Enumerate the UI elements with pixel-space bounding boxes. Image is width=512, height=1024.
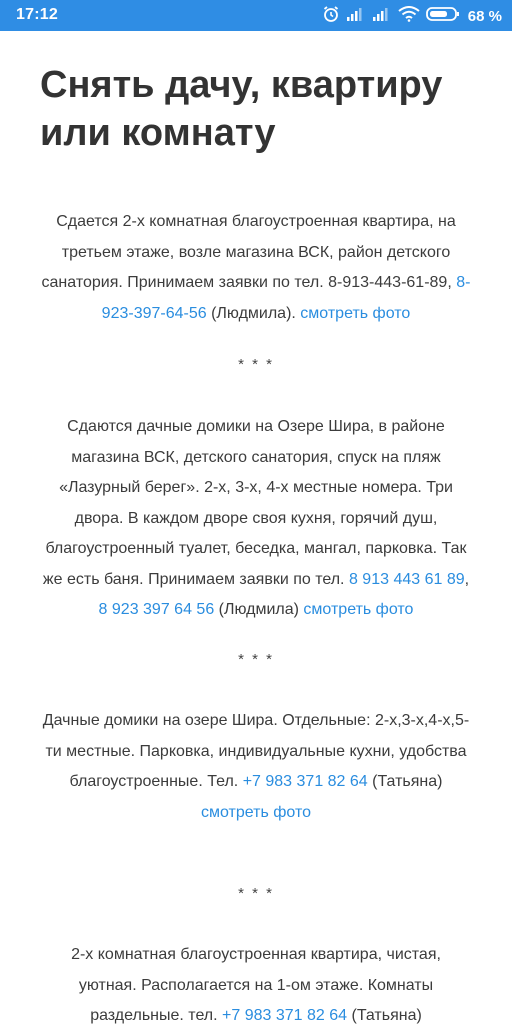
phone-link[interactable]: 8 913 443 61 89 [348,570,465,588]
alarm-icon [322,5,340,28]
status-time: 17:12 [16,6,58,23]
battery-percent: 68 % [467,7,502,25]
wifi-icon [398,6,420,27]
contact-name: (Людмила). [206,304,301,322]
signal-icon [372,6,392,27]
view-photos-link[interactable]: смотреть фото [303,601,414,618]
listing-shira-lake-houses [40,706,472,828]
phone-link[interactable]: +7 983 371 82 64 [222,1007,348,1024]
separator: * * * [238,356,274,373]
phone-link[interactable]: 8 923 397 64 56 [98,601,215,618]
listing-dacha-houses [40,412,472,626]
contact-name: (Татьяна) [367,773,443,790]
listing-apartment [40,207,472,329]
view-photos-link[interactable]: смотреть фото [300,304,411,322]
signal-icon [346,6,366,27]
contact-name: (Людмила) [214,601,304,618]
page-title: Снять дачу, квартиру или комнату [40,64,443,154]
separator: * * * [238,885,274,902]
listing-text: Дачные домики на озере Шира. Отдельные: 2-х,3-х,4-х,5-ти местные. Парковка, индивидуальные кухни, удобства благоустроенные. Тел. [42,712,470,790]
battery-icon [426,6,460,27]
phone-link[interactable]: +7 983 371 82 64 [242,773,368,790]
listing-text: Сдается 2-х комнатная благоустроенная квартира, на третьем этаже, возле магазина ВСК, район детского санатория. Принимаем заявки по тел. 8-913-443-61-89, [41,213,456,291]
status-bar [0,0,512,31]
listing-apartment-2 [40,940,472,1024]
listing-text: Сдаются дачные домики на Озере Шира, в районе магазина ВСК, детского санатория, спуск на пляж «Лазурный берег». 2-х, 3-х, 4-х местные номера. Три двора. В каждом дворе своя кухня, горячий душ, благоустроенный туалет, беседка, мангал, парковка. Так же есть баня. Принимаем заявки по тел. [42,418,467,588]
comma: , [464,570,470,588]
view-photos-link[interactable]: смотреть фото [200,803,311,821]
status-icons [322,5,502,27]
separator: * * * [238,651,274,668]
page-content [0,31,512,1024]
phone-link[interactable]: 8-923-397-64-56 [101,274,471,322]
contact-name: (Татьяна) [347,1007,422,1024]
listing-text: 2-х комнатная благоустроенная квартира, чистая, уютная. Располагается на 1-ом этаже. Комнаты раздельные. тел. [71,946,441,1024]
